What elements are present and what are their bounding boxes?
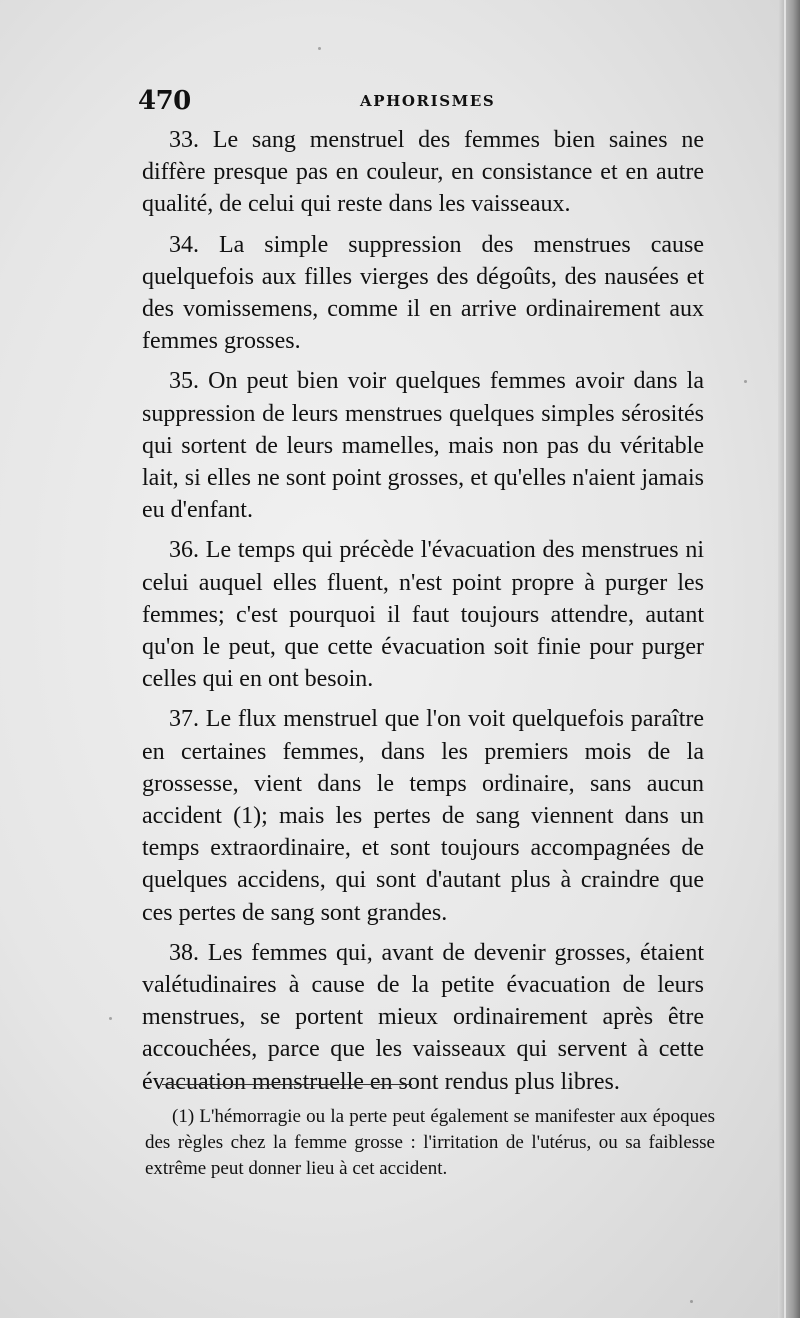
aphorism-33	[142, 124, 704, 221]
paper-speck	[744, 380, 747, 383]
paper-speck	[318, 47, 321, 50]
paper-speck	[690, 1300, 693, 1303]
aphorism-34	[142, 229, 704, 358]
page-edge-shadow	[778, 0, 800, 1318]
aphorism-number: 36.	[169, 537, 199, 564]
aphorism-text: Le sang menstruel des femmes bien saines ne diffère presque pas en couleur, en consistance et en autre qualité, de celui qui reste dans les vaisseaux.	[142, 127, 704, 218]
aphorism-number: 34.	[169, 231, 199, 258]
page-header	[138, 86, 698, 116]
aphorism-37	[142, 703, 704, 928]
aphorism-38	[142, 937, 704, 1098]
aphorism-36	[142, 534, 704, 695]
running-title: APHORISMES	[360, 92, 496, 110]
aphorism-number: 33.	[169, 127, 199, 153]
aphorism-35	[142, 365, 704, 526]
page-number: 470	[138, 86, 191, 116]
aphorism-text: Le temps qui précède l'évacuation des menstrues ni celui auquel elles fluent, n'est point propre à purger les femmes; c'est pourquoi il faut toujours attendre, autant qu'on le peut, que cette évacuation soit finie pour purger celles qui en ont besoin.	[142, 537, 705, 693]
footnote-text: L'hémorragie ou la perte peut également se manifester aux époques des règles chez la femme grosse : l'irritation de l'utérus, ou sa faiblesse extrême peut donner lieu à cet accident.	[145, 1106, 715, 1179]
aphorism-text: Le flux menstruel que l'on voit quelquefois paraître en certaines femmes, dans les premiers mois de la grossesse, vient dans le temps ordinaire, sans aucun accident (1); mais les pertes de sang viennent dans un temps extraordinaire, et sont toujours accompagnées de quelques accidens, qui sont d'autant plus à craindre que ces pertes de sang sont grandes.	[142, 706, 705, 926]
footnote-divider	[162, 1084, 412, 1085]
page-edge-highlight	[784, 0, 786, 1318]
aphorism-number: 37.	[169, 706, 199, 733]
footnote-marker: (1)	[172, 1106, 195, 1127]
aphorism-number: 35.	[169, 368, 199, 395]
footnote	[145, 1104, 715, 1182]
aphorism-list	[142, 124, 704, 1106]
paper-speck	[109, 1017, 112, 1020]
aphorism-text: Les femmes qui, avant de devenir grosses, étaient valétudinaires à cause de la petite évacuation de leurs menstrues, se portent mieux ordinairement après être accouchées, parce que les vaisseaux qui servent à cette évacuation menstruelle en sont rendus plus libres.	[142, 939, 704, 1095]
aphorism-text: La simple suppression des menstrues cause quelquefois aux filles vierges des dégoûts, des nausées et des vomissemens, comme il en arrive ordinairement aux femmes grosses.	[142, 231, 705, 355]
aphorism-number: 38.	[169, 939, 199, 966]
aphorism-text: On peut bien voir quelques femmes avoir dans la suppression de leurs menstrues quelques simples sérosités qui sortent de leurs mamelles, mais non pas du véritable lait, si elles ne sont point grosses, et qu'elles n'aient jamais eu d'enfant.	[142, 368, 705, 524]
